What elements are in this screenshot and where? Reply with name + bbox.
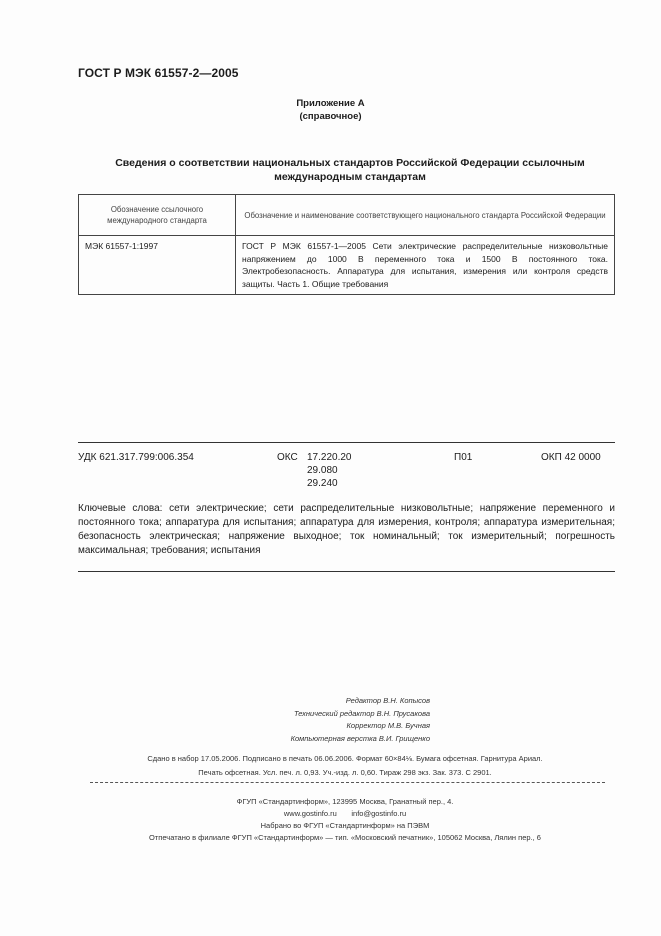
okp-code: ОКП 42 0000 <box>541 452 601 463</box>
group-code: П01 <box>454 452 473 463</box>
oks-label: ОКС <box>277 452 298 463</box>
credit-name: В.Н. Прусакова <box>376 708 430 718</box>
table-header-ref: Обозначение ссылочного международного стандарта <box>79 195 236 236</box>
annex-heading <box>0 97 661 123</box>
print-info <box>80 752 610 780</box>
table-row <box>79 236 615 295</box>
table-cell-national: ГОСТ Р МЭК 61557-1—2005 Сети электрические распределительные низковольтные напряжением до 1000 В переменного тока и 1500 В постоянного тока. Электробезопасность. Аппаратура для испытания, измерения или контроля средств защиты. Часть 1. Общие требования <box>236 236 615 295</box>
divider-top <box>78 442 615 443</box>
keywords-text: сети электрические; сети распределительные низковольтные; напряжение переменного и постоянного тока; аппаратура для испытания; аппаратура для измерения, контроля; аппаратура измерительная; безопасность электрическая; напряжение выходное; ток номинальный; ток измерительный; погрешность максимальная; требования; испытания <box>78 503 615 556</box>
publisher-line: Набрано во ФГУП «Стандартинформ» на ПЭВМ <box>260 821 430 830</box>
keywords-block <box>78 502 615 558</box>
oks-code: 29.240 <box>307 478 338 489</box>
keywords-label: Ключевые слова: <box>78 503 163 514</box>
table-header-row <box>79 195 615 236</box>
credit-role: Корректор <box>346 721 386 730</box>
publisher-info <box>80 796 610 844</box>
oks-code: 29.080 <box>307 465 338 476</box>
credit-name: В.Н. Копысов <box>383 696 430 705</box>
credit-row <box>230 733 430 746</box>
oks-codes <box>307 451 352 490</box>
credit-row <box>230 720 430 733</box>
table-cell-ref: МЭК 61557-1:1997 <box>79 236 236 295</box>
publisher-web: www.gostinfo.ru info@gostinfo.ru <box>283 809 407 818</box>
document-id: ГОСТ Р МЭК 61557-2—2005 <box>78 66 239 80</box>
credit-row <box>230 708 430 721</box>
annex-title: Приложение А <box>296 98 365 109</box>
print-info-line: Печать офсетная. Усл. печ. л. 0,93. Уч.-изд. л. 0,60. Тираж 298 экз. Зак. 373. С 2901. <box>198 768 492 777</box>
print-info-line: Сдано в набор 17.05.2006. Подписано в печать 06.06.2006. Формат 60×84⅛. Бумага офсетная. Гарнитура Ариал. <box>147 754 543 763</box>
annex-subtitle: (справочное) <box>299 111 362 122</box>
credit-row <box>230 695 430 708</box>
publisher-line: Отпечатано в филиале ФГУП «Стандартинформ» — тип. «Московский печатник», 105062 Москва, Лялин пер., 6 <box>149 833 541 842</box>
oks-code: 17.220.20 <box>307 452 352 463</box>
credits-block <box>230 695 430 745</box>
credit-role: Технический редактор <box>293 708 375 718</box>
publisher-line: ФГУП «Стандартинформ», 123995 Москва, Гранатный пер., 4. <box>236 797 454 806</box>
divider-bottom <box>78 571 615 572</box>
reference-table <box>78 194 615 295</box>
credit-name: М.В. Бучная <box>387 721 430 730</box>
table-header-national: Обозначение и наименование соответствующего национального стандарта Российской Федерации <box>236 195 615 236</box>
credit-name: В.И. Грищенко <box>378 733 430 743</box>
section-title: Сведения о соответствии национальных стандартов Российской Федерации ссылочным международным стандартам <box>115 157 585 183</box>
credit-role: Редактор <box>345 696 382 705</box>
credit-role: Компьютерная верстка <box>290 733 377 743</box>
dashed-separator <box>90 782 605 783</box>
udk-code: УДК 621.317.799:006.354 <box>78 452 194 463</box>
